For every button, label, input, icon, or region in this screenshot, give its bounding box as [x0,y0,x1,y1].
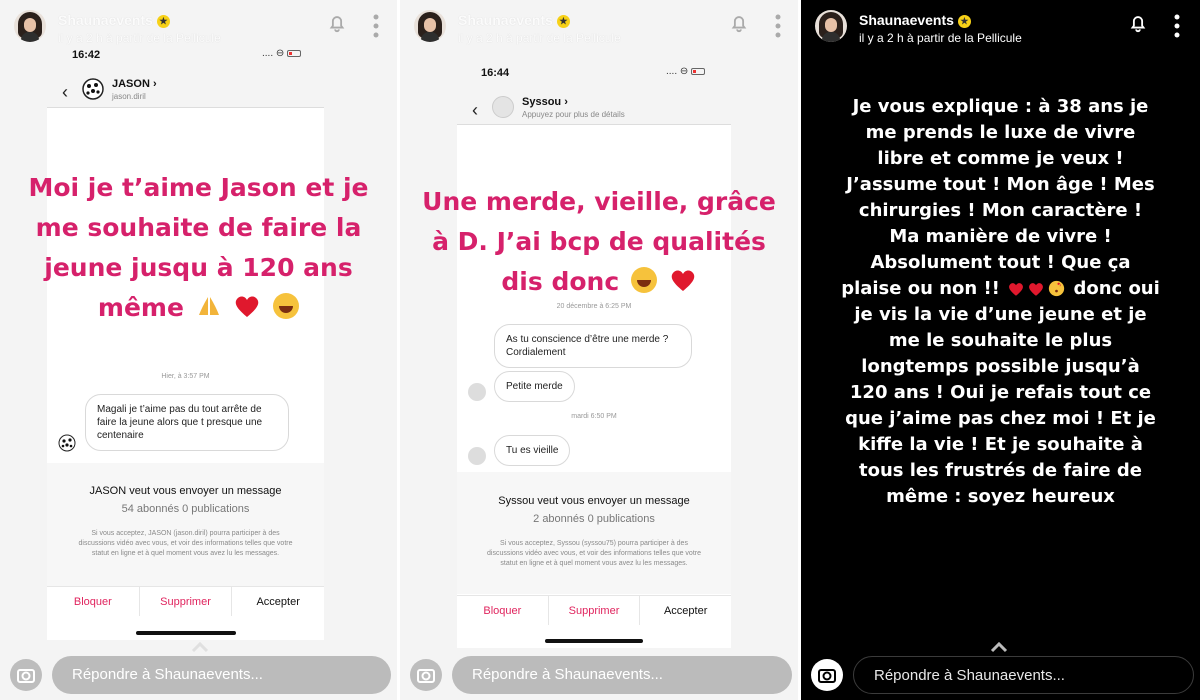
story-overlay-text: Une merde, vieille, grâce à D. J’ai bcp de qualités dis donc [422,187,776,296]
message-timestamp: 20 décembre à 6:25 PM [556,303,632,310]
request-actions [457,595,731,625]
bitmoji-avatar[interactable] [414,10,446,42]
reply-input[interactable]: Répondre à Shaunaevents... [52,656,391,694]
heart-emoji [233,293,261,319]
status-icons: .... ⊖ [262,48,301,59]
story-panel-3 [801,0,1200,700]
request-counts: 54 abonnés 0 publications [121,503,250,515]
block-button[interactable]: Bloquer [457,596,549,625]
request-actions [47,586,324,616]
chevron-up-icon[interactable] [989,641,1009,653]
laughing-emoji [273,293,299,319]
block-button[interactable]: Bloquer [47,587,140,616]
dm-avatar[interactable] [492,96,514,118]
story-username[interactable]: Shaunaevents ★ [859,12,971,28]
story-panel-1 [0,0,397,700]
reply-bar [809,656,1194,694]
story-statement-text: Je vous explique : à 38 ans je me prends le luxe de vivre libre et comme je veux ! J’assume tout ! Mon âge ! Mes chirurgies ! Mon caractère ! Ma manière de vivre ! Absolument tout ! Que ça plaise ou non !! donc oui je vis la vie d’une jeune et je me le souhaite le plus longtemps possible jusqu’à 120 ans ! Oui je refais tout ce que j’aime pas chez moi ! Et je kiffe la vie ! Et je souhaite à tous les frustrés de faire de même : soyez heureux [841,96,1160,507]
link-icon: ⊖ [275,48,285,59]
back-arrow-icon[interactable]: ‹ [472,100,478,120]
more-vertical-icon[interactable] [373,14,379,38]
heart-emoji [1027,281,1045,297]
laughing-emoji [631,267,657,293]
request-title: Syssou veut vous envoyer un message [498,495,690,507]
message-bubble: Petite merde [494,371,575,402]
request-title: JASON veut vous envoyer un message [89,485,282,497]
status-time: 16:44 [481,67,510,79]
dm-contact-handle: jason.diril [112,92,146,101]
accept-button[interactable]: Accepter [663,605,708,617]
home-indicator [136,631,236,635]
sender-avatar [58,434,76,452]
sender-avatar [468,383,486,401]
chevron-up-icon[interactable] [190,641,210,653]
message-timestamp: Hier, à 3:57 PM [161,373,210,380]
message-request-box [457,472,731,594]
sender-avatar [468,447,486,465]
praying-hands-emoji [196,293,222,319]
story-panel-2 [400,0,798,700]
bell-icon[interactable] [728,12,750,34]
reply-bar [408,656,792,694]
status-icons: .... ⊖ [666,66,705,77]
kiss-emoji [1048,280,1065,297]
story-username[interactable]: Shaunaevents ★ [58,12,170,28]
dm-contact-sub: Appuyez pour plus de détails [522,110,625,119]
heart-emoji [1007,281,1025,297]
accept-button[interactable]: Accepter [256,596,300,608]
story-subtitle: il y a 2 h à partir de la Pellicule [458,31,621,45]
more-vertical-icon[interactable] [775,14,781,38]
story-subtitle: il y a 2 h à partir de la Pellicule [859,31,1022,45]
star-badge-icon: ★ [557,15,570,28]
message-bubble: Magali je t’aime pas du tout arrête de faire la jeune alors que t presque une centenaire [85,394,289,451]
message-timestamp: mardi 6:50 PM [571,413,617,420]
more-vertical-icon[interactable] [1174,14,1180,38]
reply-input[interactable]: Répondre à Shaunaevents... [853,656,1194,694]
star-badge-icon: ★ [958,15,971,28]
story-username[interactable]: Shaunaevents ★ [458,12,570,28]
message-bubble: As tu conscience d’être une merde ? Cordialement [494,324,692,368]
bell-icon[interactable] [1127,12,1149,34]
back-arrow-icon[interactable]: ‹ [62,82,68,102]
bitmoji-avatar[interactable] [14,10,46,42]
star-badge-icon: ★ [157,15,170,28]
heart-emoji [669,267,697,293]
battery-icon [691,68,705,75]
dm-avatar[interactable] [82,78,104,100]
camera-icon[interactable] [10,659,42,691]
request-info: Si vous acceptez, JASON (jason.diril) pourra participer à des discussions vidéo avec vous, et voir des informations telles que votre statut en ligne et à quel moment vous avez lu les messages. [78,530,293,557]
reply-bar [8,656,391,694]
story-header [400,0,798,52]
request-info: Si vous acceptez, Syssou (syssou75) pourra participer à des discussions vidéo avec vous, et voir des informations telles que votre statut en ligne et à quel moment vous avez lu les messages. [487,540,701,567]
battery-icon [287,50,301,57]
dm-contact-name[interactable]: JASON › [112,78,157,90]
reply-input[interactable]: Répondre à Shaunaevents... [452,656,792,694]
request-counts: 2 abonnés 0 publications [533,513,655,525]
delete-button[interactable]: Supprimer [549,596,641,625]
story-header [801,0,1200,52]
dm-contact-name[interactable]: Syssou › [522,96,568,108]
bell-icon[interactable] [326,12,348,34]
message-request-box [47,463,324,586]
home-indicator [545,639,643,643]
message-bubble: Tu es vieille [494,435,570,466]
link-icon: ⊖ [679,66,689,77]
delete-button[interactable]: Supprimer [140,587,233,616]
bitmoji-avatar[interactable] [815,10,847,42]
story-subtitle: il y a 2 h à partir de la Pellicule [58,31,221,45]
camera-icon[interactable] [410,659,442,691]
status-time: 16:42 [72,49,101,61]
story-header [0,0,397,52]
camera-icon[interactable] [811,659,843,691]
story-overlay-text: Moi je t’aime Jason et je me souhaite de faire la jeune jusqu à 120 ans même [28,173,369,322]
